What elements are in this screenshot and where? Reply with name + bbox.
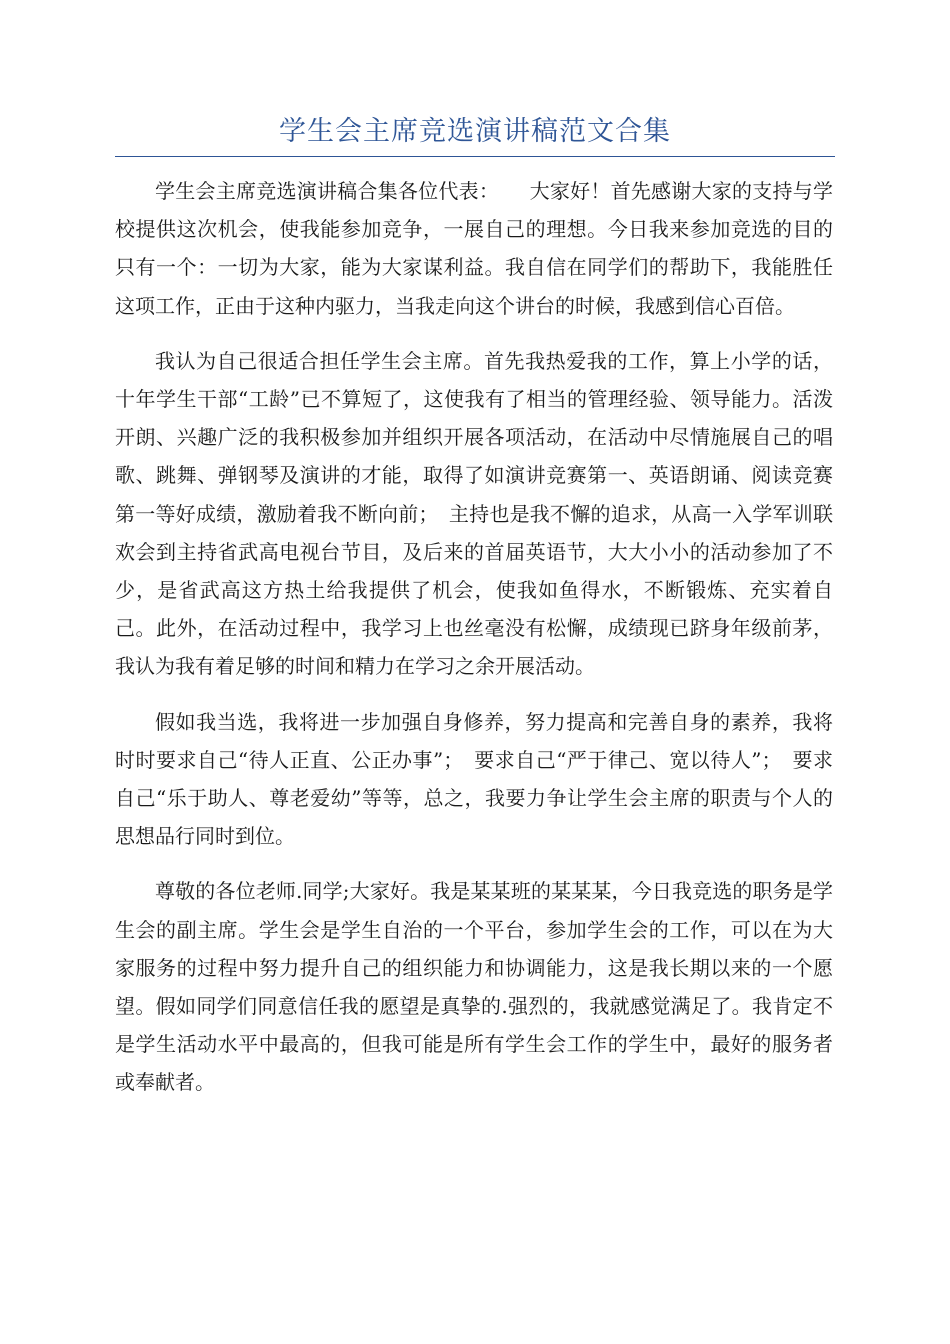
title-block	[115, 112, 835, 157]
paragraph-1: 学生会主席竞选演讲稿合集各位代表： 大家好！首先感谢大家的支持与学校提供这次机会，使我能参加竞争，一展自己的理想。今日我来参加竞选的目的只有一个：一切为大家，能为大家谋利益。我自信在同学们的帮助下，我能胜任这项工作，正由于这种内驱力，当我走向这个讲台的时候，我感到信心百倍。	[115, 179, 833, 318]
paragraph-2: 我认为自己很适合担任学生会主席。首先我热爱我的工作，算上小学的话，十年学生干部“工龄”已不算短了，这使我有了相当的管理经验、领导能力。活泼开朗、兴趣广泛的我积极参加并组织开展各项活动，在活动中尽情施展自己的唱歌、跳舞、弹钢琴及演讲的才能，取得了如演讲竞赛第一、英语朗诵、阅读竞赛第一等好成绩，激励着我不断向前； 主持也是我不懈的追求，从高一入学军训联欢会到主持省武高电视台节目，及后来的首届英语节，大大小小的活动参加了不少，是省武高这方热土给我提供了机会，使我如鱼得水，不断锻炼、充实着自己。此外，在活动过程中，我学习上也丝毫没有松懈，成绩现已跻身年级前茅，我认为我有着足够的时间和精力在学习之余开展活动。	[115, 348, 833, 679]
document-title: 学生会主席竞选演讲稿范文合集	[279, 116, 671, 147]
document-body	[115, 172, 833, 1119]
paragraph-4: 尊敬的各位老师.同学;大家好。我是某某班的某某某，今日我竞选的职务是学生会的副主席。学生会是学生自治的一个平台，参加学生会的工作，可以在为大家服务的过程中努力提升自己的组织能力和协调能力，这是我长期以来的一个愿望。假如同学们同意信任我的愿望是真挚的.强烈的，我就感觉满足了。我肯定不是学生活动水平中最高的，但我可能是所有学生会工作的学生中，最好的服务者或奉献者。	[115, 879, 833, 1095]
paragraph-3: 假如我当选，我将进一步加强自身修养，努力提高和完善自身的素养，我将时时要求自己“待人正直、公正办事”； 要求自己“严于律己、宽以待人”； 要求自己“乐于助人、尊老爱幼”等等，总之，我要力争让学生会主席的职责与个人的思想品行同时到位。	[115, 709, 833, 849]
